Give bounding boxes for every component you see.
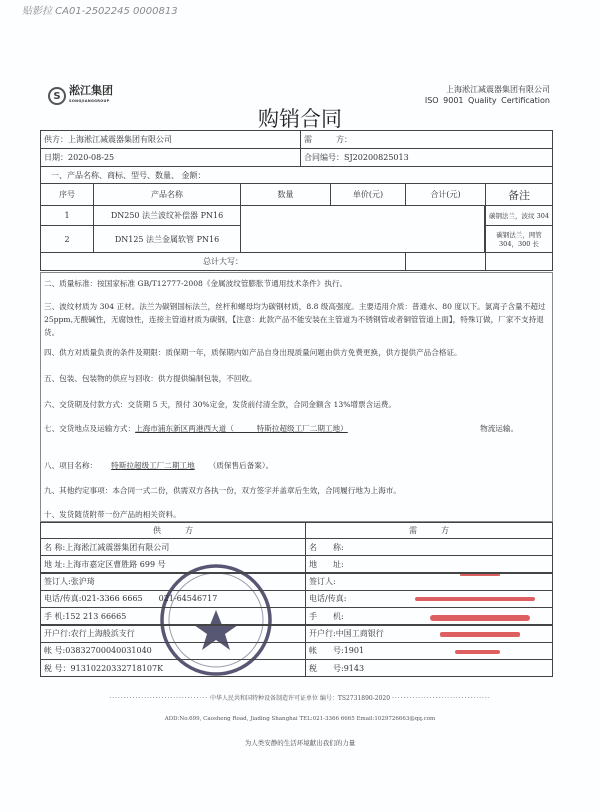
clause-3: 三、波纹材质为 304 正材。法兰为碳钢国标法兰，丝杆和螺母均为碳钢材质，8.8 级高强度。主要适用介质：普通水、80 度以下。氯离子含量不超过 25ppm,无酸碱性，无腐蚀性，连接主管道材质为碳钢，【注意：此款产品不能安装在主管道为不锈钢管或者铜管管道上面】，特殊订做，厂家不支持退货。 bbox=[44, 302, 546, 337]
header-note: 备注 bbox=[485, 183, 553, 206]
handwritten-note: 贴影拉 CA01-2502245 0000813 bbox=[22, 6, 178, 17]
supplier-field: 签订人:张沪琦 bbox=[40, 573, 306, 591]
clause-6: 六、交货期及付款方式：交货期 5 天，预付 30%定金，发货前付清全款，合同金额含 13%增票含运费。 bbox=[44, 400, 396, 409]
slogan: 为人类安静的生活环境献出我们的力量 bbox=[244, 739, 356, 747]
row2-name: DN125 法兰金属软管 PN16 bbox=[93, 225, 241, 253]
buyer-header: 需 方 bbox=[305, 522, 553, 539]
clause-8-label: 八、项目名称： bbox=[44, 461, 98, 470]
company-name: 上海淞江减震器集团有限公司 bbox=[446, 85, 550, 94]
header-price: 单价(元) bbox=[330, 183, 406, 206]
header-total: 合计(元) bbox=[405, 183, 486, 206]
supplier-info: 供方：上海淞江减震器集团有限公司 bbox=[40, 130, 301, 149]
project-name: 特斯拉超级工厂二期工地 bbox=[111, 461, 195, 470]
supplier-field: 税 号：91310220332718107K bbox=[40, 659, 306, 677]
total-label: 总计大写： bbox=[40, 252, 406, 271]
buyer-field: 签订人: bbox=[305, 573, 553, 591]
header-no: 序号 bbox=[40, 183, 94, 206]
clause-5: 五、包装、包装物的供应与回收：供方提供编制包装，不回收。 bbox=[44, 374, 257, 383]
supplier-field: 帐 号:03832700040031040 bbox=[40, 642, 306, 660]
clause-7 bbox=[44, 422, 549, 435]
header-qty: 数量 bbox=[240, 183, 331, 206]
clause-10: 十、发货随货附带一份产品的相关资料。 bbox=[44, 510, 181, 519]
buyer-field: 名 称: bbox=[305, 538, 553, 556]
supplier-header: 供 方 bbox=[40, 522, 306, 539]
buyer-field: 税 号:9143 bbox=[305, 659, 553, 677]
redacted-amounts bbox=[240, 205, 485, 253]
logo-icon: S bbox=[48, 87, 66, 105]
logo-text: 淞江集团 bbox=[69, 84, 113, 97]
supplier-field: 电话/传真:021-3366 6665 021-64546717 bbox=[40, 590, 306, 608]
supplier-field: 手 机:152 213 66665 bbox=[40, 607, 306, 625]
license-line: ·································· 中华人民共和国特种设备制造许可证单位 编号：TS2731890-2020 ·································· bbox=[109, 695, 491, 702]
clause-2: 二、质量标准：按国家标准 GB/T12777-2008《金属波纹管膨胀节通用技术条件》执行。 bbox=[44, 279, 348, 288]
supplier-field: 地 址:上海市嘉定区曹胜路 699 号 bbox=[40, 555, 306, 573]
row1-name: DN250 法兰波纹补偿器 PN16 bbox=[93, 205, 241, 226]
row2-no: 2 bbox=[40, 225, 94, 253]
total-note bbox=[485, 252, 553, 271]
clause-7-label: 七、交货地点及运输方式： bbox=[44, 424, 136, 433]
buyer-field: 帐 号:1901 bbox=[305, 642, 553, 660]
logo-subtext: SONGJIANGGROUP bbox=[69, 99, 110, 103]
address-line: ADD:No.699, Caosheng Road, Jiading Shanghai TEL:021-3366 6665 Email:1029726663@qq.com bbox=[164, 716, 436, 722]
row1-note: 碳钢法兰，波纹 304 bbox=[485, 205, 553, 226]
license-text: 中华人民共和国特种设备制造许可证单位 编号：TS2731890-2020 bbox=[209, 695, 391, 702]
buyer-field: 地 址: bbox=[305, 555, 553, 573]
date: 日期：2020-08-25 bbox=[40, 148, 301, 167]
clause-7-tail: 物流运输。 bbox=[480, 424, 519, 433]
clause-8-tail: （质保售后备案）。 bbox=[208, 461, 274, 470]
section-1-heading: 一、产品名称、商标、型号、数量、 金额： bbox=[40, 166, 553, 184]
row1-no: 1 bbox=[40, 205, 94, 226]
buyer-info: 需 方： bbox=[300, 130, 553, 149]
iso-certification: ISO 9001 Quality Certification bbox=[424, 96, 550, 105]
header-name: 产品名称 bbox=[93, 183, 241, 206]
page-title: 购销合同 bbox=[258, 107, 342, 131]
buyer-field: 电话/传真: bbox=[305, 590, 553, 608]
clause-8 bbox=[44, 459, 549, 472]
buyer-field: 开户行:中国工商银行 bbox=[305, 625, 553, 643]
clause-9: 九、其他约定事项：本合同一式二份，供需双方各执一份，双方签字并盖章后生效，合同履行地为上海市。 bbox=[44, 486, 401, 495]
supplier-field: 名 称:上海淞江减震器集团有限公司 bbox=[40, 538, 306, 556]
supplier-field: 开户行:农行上海般浜支行 bbox=[40, 625, 306, 643]
row2-note: 碳钢法兰，网管 304，300 长 bbox=[485, 225, 553, 253]
delivery-place: 上海市浦东新区两港西大道（ 特斯拉超级工厂二期工地） bbox=[135, 424, 348, 433]
contract-number: 合同编号：SJ20200825013 bbox=[300, 148, 553, 167]
total-value bbox=[405, 252, 486, 271]
clause-4: 四、供方对质量负责的条件及期限：质保期一年，质保期内如产品自身出现质量问题由供方免费更换，供方提供产品合格证。 bbox=[44, 348, 462, 357]
buyer-field: 手 机: bbox=[305, 607, 553, 625]
